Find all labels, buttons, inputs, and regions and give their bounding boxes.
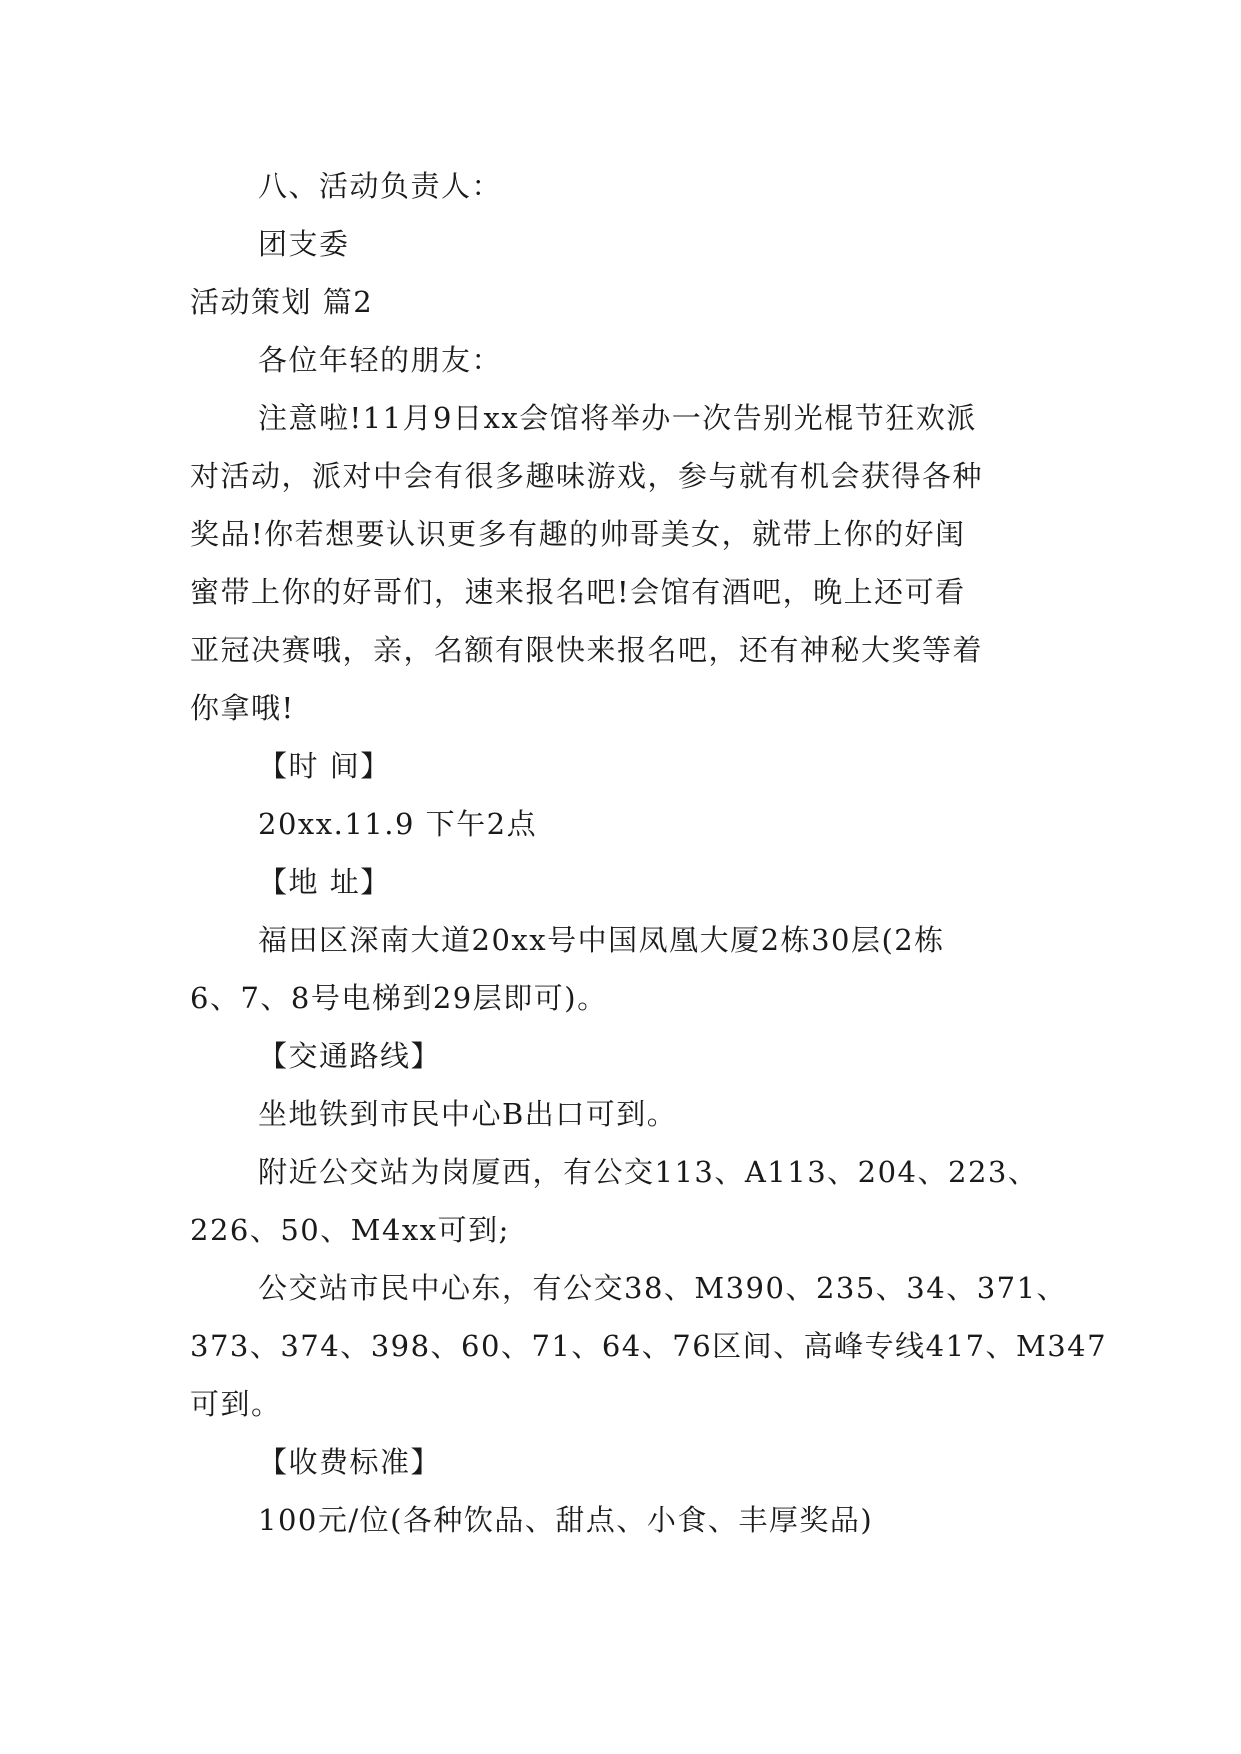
article-title: 活动策划 篇2 (190, 285, 374, 319)
paragraph: 团支委 (258, 227, 350, 261)
section-heading-time: 【时 间】 (258, 749, 391, 783)
greeting: 各位年轻的朋友： (258, 343, 503, 377)
transport-line: 公交站市民中心东，有公交38、M390、235、34、371、 (258, 1271, 1068, 1305)
transport-line: 373、374、398、60、71、64、76区间、高峰专线417、M347 (190, 1329, 1108, 1363)
address-line: 福田区深南大道20xx号中国凤凰大厦2栋30层(2栋 (258, 923, 945, 957)
address-line: 6、7、8号电梯到29层即可)。 (190, 981, 608, 1015)
paragraph-line: 你拿哦! (190, 691, 295, 725)
section-heading-transport: 【交通路线】 (258, 1039, 442, 1073)
section-heading-person-in-charge: 八、活动负责人： (258, 169, 503, 203)
time-value: 20xx.11.9 下午2点 (258, 807, 538, 841)
transport-line: 226、50、M4xx可到; (190, 1213, 510, 1247)
paragraph-line: 亚冠决赛哦，亲，名额有限快来报名吧，还有神秘大奖等着 (190, 633, 984, 667)
fee-value: 100元/位(各种饮品、甜点、小食、丰厚奖品) (258, 1503, 874, 1537)
paragraph-line: 对活动，派对中会有很多趣味游戏，参与就有机会获得各种 (190, 459, 984, 493)
paragraph-line: 蜜带上你的好哥们，速来报名吧!会馆有酒吧，晚上还可看 (190, 575, 966, 609)
transport-line: 附近公交站为岗厦西，有公交113、A113、204、223、 (258, 1155, 1039, 1189)
paragraph-line: 注意啦!11月9日xx会馆将举办一次告别光棍节狂欢派 (258, 401, 977, 435)
section-heading-address: 【地 址】 (258, 865, 391, 899)
section-heading-fee: 【收费标准】 (258, 1445, 442, 1479)
transport-line: 可到。 (190, 1387, 282, 1421)
paragraph-line: 奖品!你若想要认识更多有趣的帅哥美女，就带上你的好闺 (190, 517, 966, 551)
transport-line: 坐地铁到市民中心B出口可到。 (258, 1097, 678, 1131)
